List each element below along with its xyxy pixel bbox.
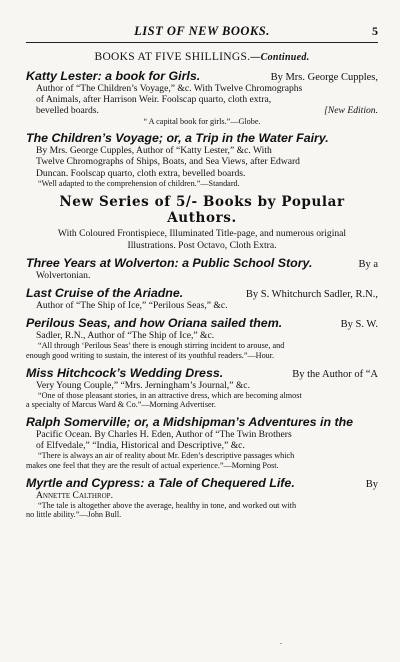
series-description-line: Illustrations. Post Octavo, Cloth Extra. (127, 239, 277, 251)
book-title: Katty Lester: a book for Girls. (26, 69, 201, 83)
section-title (26, 51, 378, 63)
book-entry-myrtle-cypress (26, 476, 378, 520)
running-head: LIST OF NEW BOOKS. (134, 24, 270, 38)
book-author: By (365, 478, 378, 490)
book-list-page (0, 12, 400, 662)
review-quote: “All through ‘Perilous Seas’ there is enough stirring incident to arouse, and (38, 341, 285, 351)
book-description-line: of Elfvedale,” “India, Historical and Descriptive,” &c. (36, 440, 245, 452)
edition-note: [New Edition. (324, 105, 378, 117)
review-quote: “There is always an air of reality about Mr. Eden’s descriptive passages which (38, 451, 295, 461)
book-description-line: By Mrs. George Cupples, Author of “Katty Lester,” &c. With (36, 145, 272, 157)
book-description-line: Duncan. Foolscap quarto, cloth extra, bevelled boards. (36, 167, 246, 179)
book-author: By Mrs. George Cupples, (270, 72, 378, 83)
book-description-line: Author of “The Ship of Ice,” “Perilous Seas,” &c. (36, 300, 228, 312)
section-title-text: BOOKS AT FIVE SHILLINGS. (94, 51, 251, 63)
book-description-line: Annette Calthrop. (36, 489, 113, 501)
book-entry-perilous-seas (26, 316, 378, 360)
review-quote: “The tale is altogether above the average, healthy in tone, and worked out with (38, 500, 297, 510)
book-description-line: Sadler, R.N., Author of “The Ship of Ice,” &c. (36, 330, 215, 342)
book-entry-katty-lester (26, 69, 378, 126)
book-title: Three Years at Wolverton: a Public School Story. (26, 255, 313, 270)
page-number: 5 (372, 24, 378, 38)
page-header (26, 12, 378, 43)
book-title: Last Cruise of the Ariadne. (26, 286, 184, 301)
stray-mark: . (280, 637, 282, 646)
book-description-line: Twelve Chromographs of Ships, Boats, and Sea Views, after Edward (36, 156, 300, 168)
series-description-line: With Coloured Frontispiece, Illuminated Title-page, and numerous original (57, 228, 347, 240)
book-entry-miss-hitchcock (26, 366, 378, 410)
book-title: The Children’s Voyage; or, a Trip in the Water Fairy. (26, 131, 329, 146)
review-quote: makes one feel that they are the result of actual experience.”—Morning Post. (26, 461, 279, 470)
series-heading: New Series of 5/- Books by Popular Authors. (59, 194, 345, 227)
review-quote: “Well adapted to the comprehension of children.”—Standard. (38, 178, 240, 188)
series-description (26, 228, 378, 250)
book-author: By S. Whitchurch Sadler, R.N., (245, 289, 378, 301)
book-entry-childrens-voyage (26, 131, 378, 188)
book-title: Myrtle and Cypress: a Tale of Chequered Life. (26, 475, 295, 490)
review-quote: a specialty of Marcus Ward & Co.”—Morning Advertiser. (26, 400, 216, 410)
book-title: Miss Hitchcock’s Wedding Dress. (26, 365, 224, 380)
book-entry-ralph-somerville (26, 415, 378, 471)
review-quote: enough good writing to sustain, the interest of its youthful readers.”—Hour. (26, 351, 275, 361)
book-description-line: Very Young Couple,” “Mrs. Jerningham’s Journal,” &c. (36, 379, 250, 391)
review-quote: no little ability.”—John Bull. (26, 510, 122, 520)
book-description-line: bevelled boards. (36, 105, 99, 117)
review-quote: “One of those pleasant stories, in an attractive dress, which are becoming almost (38, 390, 302, 400)
book-title: Perilous Seas, and how Oriana sailed them. (26, 316, 283, 331)
book-entry-last-cruise-ariadne (26, 286, 378, 311)
book-author: By the Author of “A (292, 368, 378, 380)
book-title: Ralph Somerville; or, a Midshipman’s Adventures in the (26, 415, 354, 429)
book-author: By S. W. (340, 319, 378, 331)
book-description-line: Pacific Ocean. By Charles H. Eden, Author of “The Twin Brothers (36, 429, 292, 440)
book-description-line: Wolvertonian. (36, 269, 91, 281)
book-author: By a (358, 258, 378, 270)
book-entry-three-years-wolverton (26, 256, 378, 281)
book-description-line: Author of “The Children’s Voyage,” &c. With Twelve Chromographs (36, 83, 303, 94)
review-quote: “ A capital book for girls.”—Globe. (143, 116, 261, 126)
section-title-continued: —Continued. (250, 52, 310, 63)
book-description-line: of Animals, after Harrison Weir. Foolscap quarto, cloth extra, (36, 94, 272, 106)
